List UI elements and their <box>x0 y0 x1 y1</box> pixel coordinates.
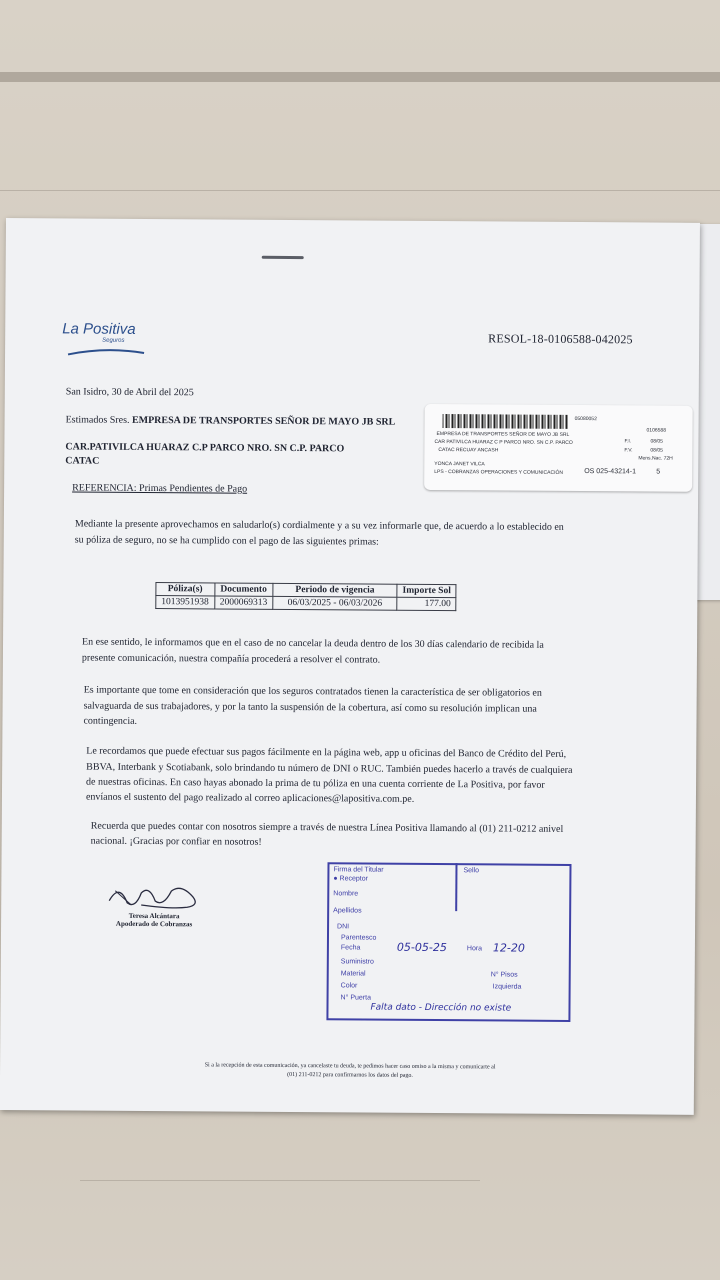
delivery-stamp <box>326 862 571 1022</box>
logo-swoosh-icon <box>66 346 146 357</box>
label-code-right: 0106588 <box>646 427 667 434</box>
address-line-1: CAR.PATIVILCA HUARAZ C.P PARCO NRO. SN C.P. PARCO <box>65 441 345 455</box>
courier-label <box>424 404 693 492</box>
footer-line-2: (01) 211-0212 para confirmarnos los datos del pago. <box>287 1071 413 1079</box>
stamp-izquierda: Izquierda <box>492 983 522 991</box>
greeting <box>66 412 396 429</box>
wall-crack <box>0 190 720 191</box>
signer-block <box>104 912 204 929</box>
recipient-company: EMPRESA DE TRANSPORTES SEÑOR DE MAYO JB SRL <box>131 414 396 428</box>
cell-poliza: 1013951938 <box>156 596 215 609</box>
para-1-line-1: En ese sentido, le informamos que en el caso de no cancelar la deuda dentro de los 30 días calendario de recibida la <box>82 636 544 651</box>
cell-periodo: 06/03/2025 - 06/03/2026 <box>273 596 397 610</box>
policy-table <box>155 582 457 611</box>
footer-note <box>150 1061 550 1082</box>
stamp-material: Material <box>340 970 366 978</box>
stamp-receptor: ● Receptor <box>333 875 368 883</box>
cell-documento: 2000069313 <box>214 596 273 609</box>
footer-line-1: Si a la recepción de esta comunicación, ya cancelaste tu deuda, te pedimos hacer caso omiso a la misma y comunicarte al <box>204 1062 496 1071</box>
para-4-line-1: Recuerda que puedes contar con nosotros siempre a través de nuestra Línea Positiva llamando al (01) 211-0212 anivel <box>90 820 564 835</box>
stamp-hand-time: 12-20 <box>492 941 525 955</box>
para-3-line-2: BBVA, Interbank y Scotiabank, solo brindando tu número de DNI o RUC. También puedes hacerlo a través de cualquiera <box>86 761 573 776</box>
para-2-line-2: salvaguarda de sus trabajadores, y por la tanto la suspensión de la cobertura, así como su resolución implican una <box>83 700 537 715</box>
stamp-divider <box>455 863 457 911</box>
stamp-pisos: N° Pisos <box>490 971 518 979</box>
label-code-top: 05080052 <box>574 415 597 423</box>
para-2-line-3: contingencia. <box>83 715 138 727</box>
label-fi-val: 08/05 <box>650 438 663 445</box>
signer-name: Teresa Alcántara <box>128 911 180 921</box>
stamp-color: Color <box>340 982 358 990</box>
label-mens: Mens.Nac. 72H <box>638 455 673 462</box>
para-1-line-2: presente comunicación, nuestra compañía procederá a resolver el contrato. <box>81 652 381 666</box>
label-fi: F.I. <box>624 438 632 445</box>
table-row <box>156 596 457 611</box>
col-poliza: Póliza(s) <box>156 583 215 596</box>
col-documento: Documento <box>214 583 273 596</box>
label-os-code: OS 025-43214-1 <box>584 468 637 476</box>
date-line: San Isidro, 30 de Abril del 2025 <box>65 386 194 399</box>
label-fv: F.V. <box>624 447 633 454</box>
para-3-line-1: Le recordamos que puede efectuar sus pagos fácilmente en la página web, app u oficinas del Banco de Crédito del Perú, <box>86 745 567 760</box>
staple <box>262 256 304 259</box>
logo-sub: Seguros <box>102 337 125 344</box>
intro-line-2: su póliza de seguro, no se ha cumplido con el pago de las siguientes primas: <box>74 534 379 548</box>
label-os-num: 5 <box>656 468 661 476</box>
stamp-nombre: Nombre <box>333 890 359 898</box>
stamp-puerta: N° Puerta <box>340 994 372 1002</box>
para-4-line-2: nacional. ¡Gracias por confiar en nosotros! <box>90 835 262 848</box>
col-importe: Importe Sol <box>397 584 456 597</box>
para-3-line-3: de nuestras oficinas. En caso hayas abonado la prima de tu póliza en una cuenta corriente de La Positiva, por favor <box>86 776 545 791</box>
stamp-hora: Hora <box>466 945 483 953</box>
cell-importe: 177.00 <box>397 597 456 610</box>
col-periodo: Periodo de vigencia <box>273 583 397 597</box>
stamp-hand-date: 05-05-25 <box>396 940 447 955</box>
letter-page <box>0 218 700 1115</box>
intro-line-1: Mediante la presente aprovechamos en saludarlo(s) cordialmente y a su vez informarle que, de acuerdo a lo establecido en <box>74 518 564 533</box>
wall-crack <box>80 1180 480 1181</box>
stamp-dni: DNI <box>337 923 350 931</box>
stamp-sello: Sello <box>463 867 480 875</box>
address-line-2: CATAC <box>65 455 100 467</box>
barcode-icon <box>443 414 568 429</box>
stamp-apellidos: Apellidos <box>333 907 362 915</box>
company-logo <box>62 320 152 361</box>
signer-title: Apoderado de Cobranzas <box>115 919 193 929</box>
greeting-prefix: Estimados Sres. <box>65 414 130 426</box>
para-3-line-4: envíanos el sustento del pago realizado al correo aplicaciones@lapositiva.com.pe. <box>85 791 415 805</box>
label-sender-1: YONCA JANET VILCA <box>434 460 485 468</box>
label-sender-2: LPS - COBRANZAS OPERACIONES Y COMUNICACIÓN <box>434 468 563 476</box>
label-addr-3: CATAC RECUAY ANCASH <box>438 447 499 454</box>
stamp-fecha: Fecha <box>340 944 361 952</box>
logo-name: La Positiva <box>62 320 136 338</box>
stamp-hand-note: Falta dato - Dirección no existe <box>370 1002 512 1014</box>
label-addr-2: CAR PATIVILCA HUARAZ C P PARCO NRO. SN C.P. PARCO <box>434 438 573 446</box>
label-fv-val: 08/05 <box>650 447 663 454</box>
para-2-line-1: Es importante que tome en consideración que los seguros contratados tienen la característica de ser obligatorios en <box>83 684 542 699</box>
stamp-parentesco: Parentesco <box>340 934 377 942</box>
stamp-firma: Firma del Titular <box>333 866 384 874</box>
stamp-suministro: Suministro <box>340 958 374 966</box>
handwritten-signature <box>101 879 211 916</box>
reference-code: RESOL-18-0106588-042025 <box>488 331 633 347</box>
label-addr-1: EMPRESA DE TRANSPORTES SEÑOR DE MAYO JB SRL <box>436 431 570 438</box>
reference-line: REFERENCIA: Primas Pendientes de Pago <box>72 482 248 495</box>
wall-groove <box>0 72 720 82</box>
